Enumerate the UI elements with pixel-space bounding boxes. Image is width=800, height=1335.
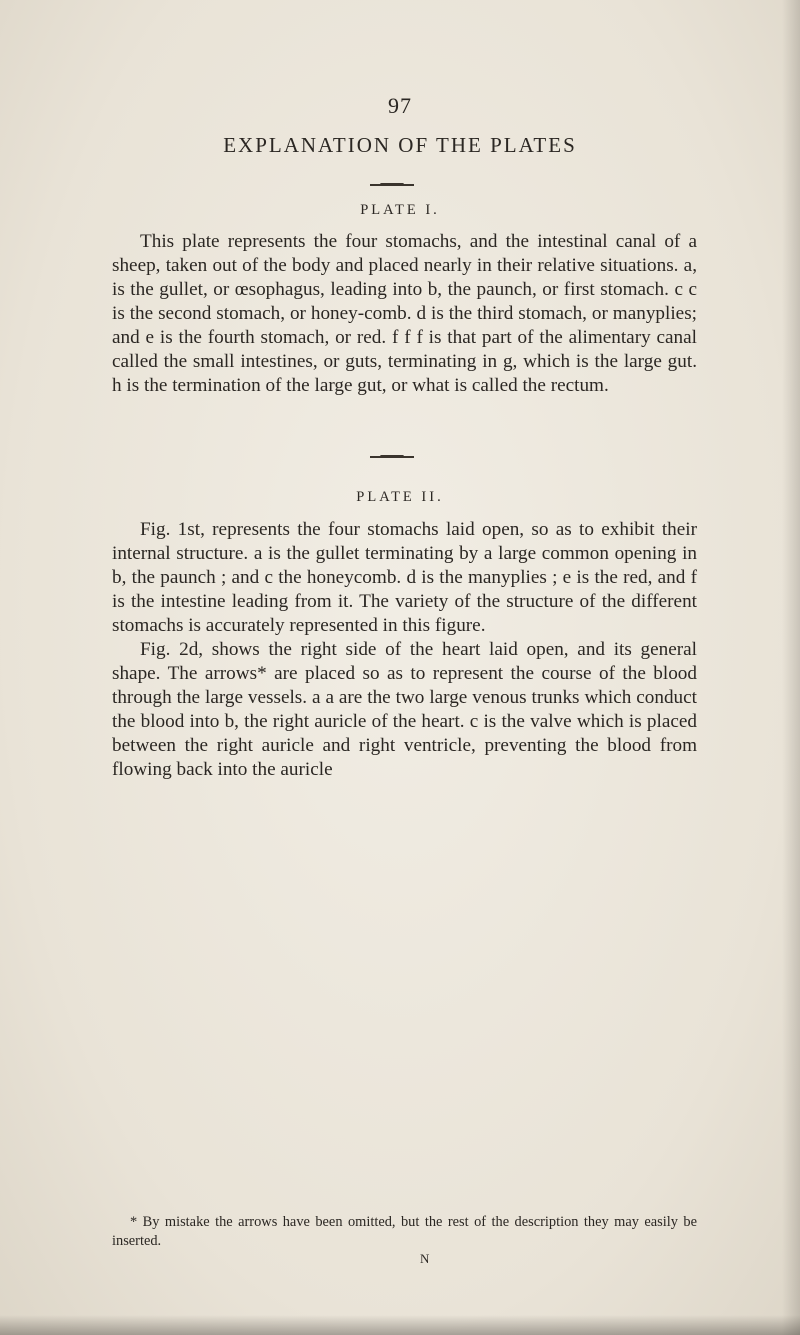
signature-mark: N (420, 1251, 430, 1266)
plate-2-text (112, 518, 697, 782)
plate-2-fig-1-paragraph: Fig. 1st, represents the four stomachs laid open, so as to exhibit their internal structure. a is the gullet terminating by a large common opening in b, the paunch ; and c the honeycomb. d is the manyplies ; e is the red, and f is the intestine leading from it. The variety of the structure of the different stomachs is accurately represented in this figure. (112, 519, 697, 636)
page-edge-shadow (782, 0, 800, 1335)
page-bottom-shadow (0, 1315, 800, 1335)
plate-1-paragraph: This plate represents the four stomachs, and the intestinal canal of a sheep, taken out of the body and placed nearly in their relative situations. a, is the gullet, or œsophagus, leading into b, the paunch, or first stomach. c c is the second stomach, or honey-comb. d is the third stomach, or manyplies; and e is the fourth stomach, or red. f f f is that part of the alimentary canal called the small intestines, or guts, terminating in g, which is the large gut. h is the termination of the large gut, or what is called the rectum. (112, 231, 697, 396)
running-head: EXPLANATION OF THE PLATES (223, 133, 577, 157)
plate-2-heading: PLATE II. (356, 489, 444, 505)
section-ornament (370, 184, 414, 186)
footnote-text: * By mistake the arrows have been omitted, but the rest of the description they may easily be inserted. (112, 1214, 697, 1249)
footnote (112, 1213, 697, 1251)
plate-2-fig-2-paragraph: Fig. 2d, shows the right side of the heart laid open, and its general shape. The arrows* are placed so as to represent the course of the blood through the large vessels. a a are the two large venous trunks which conduct the blood into b, the right auricle of the heart. c is the valve which is placed between the right auricle and right ventricle, preventing the blood from flowing back into the auricle (112, 639, 697, 780)
plate-1-text (112, 230, 697, 398)
section-ornament (370, 456, 414, 458)
page-number: 97 (388, 93, 412, 118)
plate-1-heading: PLATE I. (360, 202, 440, 218)
